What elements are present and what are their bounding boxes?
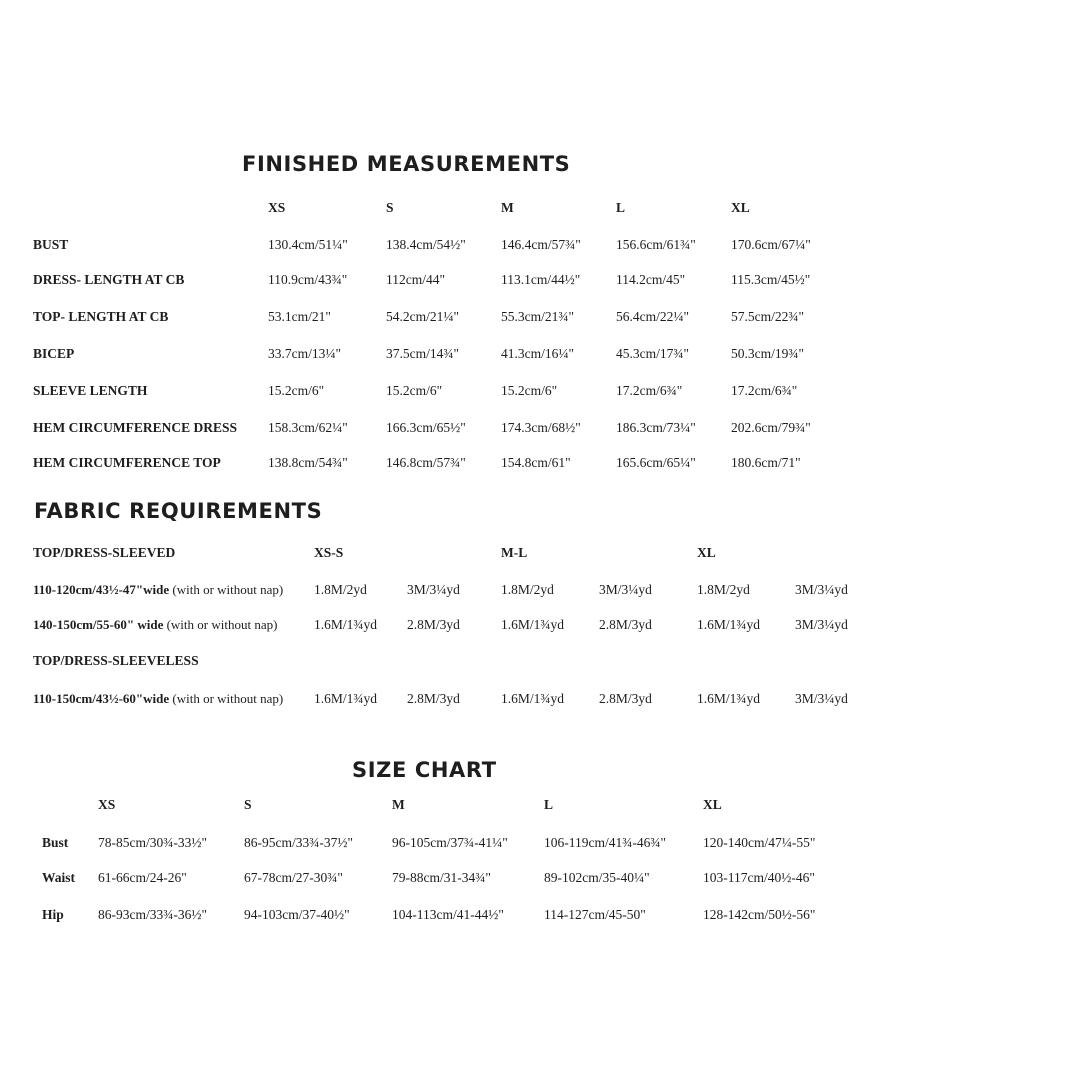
cell-m: 174.3cm/68½" — [501, 420, 581, 435]
fabric-cell: 1.6M/1¾yd — [314, 691, 378, 706]
cell-m: 41.3cm/16¼" — [501, 346, 575, 361]
row-label: HEM CIRCUMFERENCE TOP — [33, 455, 221, 470]
cell-xs: 78-85cm/30¾-33½" — [98, 835, 207, 850]
fabric-cell: 2.8M/3yd — [599, 691, 652, 706]
fabric-width-label — [33, 691, 283, 707]
cell-m: 113.1cm/44½" — [501, 272, 581, 287]
cell-l: 89-102cm/35-40¼" — [544, 870, 650, 885]
size-header-xs: XS — [268, 200, 286, 215]
cell-m: 96-105cm/37¾-41¼" — [392, 835, 508, 850]
size-header-s: S — [244, 797, 252, 812]
fabric-width: 110-150cm/43½-60"wide — [33, 691, 170, 706]
cell-xs: 53.1cm/21" — [268, 309, 331, 324]
cell-l: 56.4cm/22¼" — [616, 309, 690, 324]
fabric-cell: 1.8M/2yd — [314, 582, 367, 597]
cell-xs: 86-93cm/33¾-36½" — [98, 907, 207, 922]
fabric-cell: 1.6M/1¾yd — [314, 617, 378, 632]
size-chart-title: SIZE CHART — [352, 758, 497, 782]
cell-xl: 180.6cm/71" — [731, 455, 801, 470]
cell-l: 165.6cm/65¼" — [616, 455, 696, 470]
fabric-nap-note: (with or without nap) — [169, 691, 284, 706]
fabric-cell: 2.8M/3yd — [407, 617, 460, 632]
size-group-xl: XL — [697, 545, 716, 560]
cell-s: 37.5cm/14¾" — [386, 346, 460, 361]
fabric-cell: 1.8M/2yd — [697, 582, 750, 597]
fabric-width: 110-120cm/43½-47"wide — [33, 582, 170, 597]
cell-xl: 103-117cm/40½-46" — [703, 870, 815, 885]
size-header-l: L — [544, 797, 554, 812]
cell-s: 15.2cm/6" — [386, 383, 443, 398]
fabric-cell: 3M/3¼yd — [795, 582, 848, 597]
row-label: SLEEVE LENGTH — [33, 383, 148, 398]
fabric-cell: 3M/3¼yd — [599, 582, 652, 597]
cell-xl: 57.5cm/22¾" — [731, 309, 805, 324]
cell-xl: 50.3cm/19¾" — [731, 346, 805, 361]
cell-l: 17.2cm/6¾" — [616, 383, 683, 398]
row-label: DRESS- LENGTH AT CB — [33, 272, 185, 287]
fabric-cell: 3M/3¼yd — [407, 582, 460, 597]
size-header-xl: XL — [731, 200, 750, 215]
cell-xl: 17.2cm/6¾" — [731, 383, 798, 398]
cell-s: 86-95cm/33¾-37½" — [244, 835, 353, 850]
cell-l: 114.2cm/45" — [616, 272, 686, 287]
fabric-width-label — [33, 617, 277, 633]
fabric-cell: 3M/3¼yd — [795, 617, 848, 632]
cell-l: 45.3cm/17¾" — [616, 346, 690, 361]
fabric-cell: 1.6M/1¾yd — [697, 617, 761, 632]
cell-s: 94-103cm/37-40½" — [244, 907, 350, 922]
row-label: Hip — [42, 907, 64, 922]
cell-xs: 61-66cm/24-26" — [98, 870, 187, 885]
size-group-xs-s: XS-S — [314, 545, 344, 560]
cell-l: 156.6cm/61¾" — [616, 237, 696, 252]
finished-measurements-title: FINISHED MEASUREMENTS — [242, 152, 571, 176]
sleeveless-label: TOP/DRESS-SLEEVELESS — [33, 653, 199, 668]
cell-xl: 128-142cm/50½-56" — [703, 907, 816, 922]
cell-m: 146.4cm/57¾" — [501, 237, 581, 252]
cell-s: 146.8cm/57¾" — [386, 455, 466, 470]
cell-s: 166.3cm/65½" — [386, 420, 466, 435]
row-label: TOP- LENGTH AT CB — [33, 309, 169, 324]
row-label: Bust — [42, 835, 69, 850]
fabric-cell: 1.6M/1¾yd — [501, 617, 565, 632]
fabric-cell: 3M/3¼yd — [795, 691, 848, 706]
cell-xs: 130.4cm/51¼" — [268, 237, 348, 252]
row-label: BUST — [33, 237, 69, 252]
sleeved-label: TOP/DRESS-SLEEVED — [33, 545, 176, 560]
fabric-requirements-title: FABRIC REQUIREMENTS — [34, 499, 323, 523]
cell-xl: 115.3cm/45½" — [731, 272, 811, 287]
size-header-s: S — [386, 200, 394, 215]
size-header-xl: XL — [703, 797, 722, 812]
cell-xs: 15.2cm/6" — [268, 383, 325, 398]
fabric-cell: 1.6M/1¾yd — [697, 691, 761, 706]
cell-m: 154.8cm/61" — [501, 455, 571, 470]
cell-m: 55.3cm/21¾" — [501, 309, 575, 324]
row-label: HEM CIRCUMFERENCE DRESS — [33, 420, 238, 435]
cell-xs: 110.9cm/43¾" — [268, 272, 348, 287]
size-header-m: M — [501, 200, 514, 215]
cell-xs: 158.3cm/62¼" — [268, 420, 348, 435]
fabric-width-label — [33, 582, 283, 598]
cell-l: 114-127cm/45-50" — [544, 907, 646, 922]
fabric-cell: 1.6M/1¾yd — [501, 691, 565, 706]
size-header-l: L — [616, 200, 626, 215]
fabric-nap-note: (with or without nap) — [163, 617, 278, 632]
cell-l: 186.3cm/73¼" — [616, 420, 696, 435]
cell-m: 79-88cm/31-34¾" — [392, 870, 491, 885]
cell-xs: 138.8cm/54¾" — [268, 455, 348, 470]
fabric-cell: 1.8M/2yd — [501, 582, 554, 597]
fabric-nap-note: (with or without nap) — [169, 582, 284, 597]
cell-m: 104-113cm/41-44½" — [392, 907, 504, 922]
cell-xl: 170.6cm/67¼" — [731, 237, 811, 252]
fabric-cell: 2.8M/3yd — [407, 691, 460, 706]
cell-s: 67-78cm/27-30¾" — [244, 870, 343, 885]
cell-xs: 33.7cm/13¼" — [268, 346, 342, 361]
row-label: BICEP — [33, 346, 75, 361]
cell-xl: 120-140cm/47¼-55" — [703, 835, 816, 850]
size-header-m: M — [392, 797, 405, 812]
cell-m: 15.2cm/6" — [501, 383, 558, 398]
size-group-m-l: M-L — [501, 545, 528, 560]
fabric-width: 140-150cm/55-60" wide — [33, 617, 164, 632]
cell-l: 106-119cm/41¾-46¾" — [544, 835, 666, 850]
cell-s: 54.2cm/21¼" — [386, 309, 460, 324]
cell-s: 138.4cm/54½" — [386, 237, 466, 252]
row-label: Waist — [42, 870, 76, 885]
fabric-cell: 2.8M/3yd — [599, 617, 652, 632]
cell-xl: 202.6cm/79¾" — [731, 420, 811, 435]
size-header-xs: XS — [98, 797, 116, 812]
cell-s: 112cm/44" — [386, 272, 446, 287]
